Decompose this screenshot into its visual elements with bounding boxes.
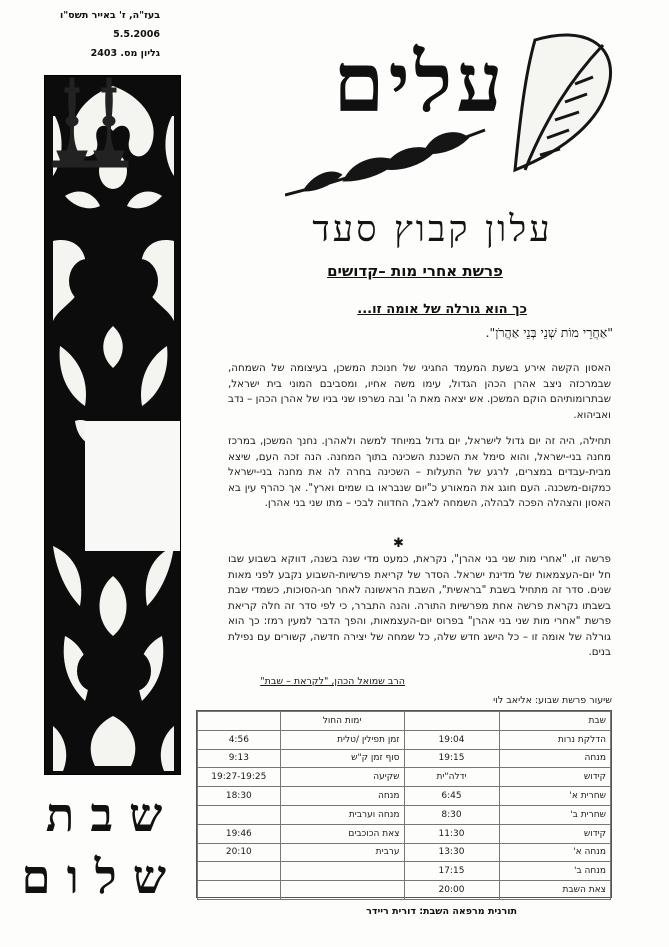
weekday-event: שקיעה (280, 768, 404, 787)
weekday-time (198, 805, 281, 824)
weekly-lesson-note: שיעור פרשת שבוע: אליאב לוי (493, 695, 612, 706)
shabbat-header: שבת (499, 712, 611, 731)
weekday-time: 18:30 (198, 787, 281, 806)
shabbat-event: שחרית א' (499, 787, 611, 806)
weekday-event: מנחה וערבית (280, 805, 404, 824)
shabbat-event: מנחה א' (499, 843, 611, 862)
shabbat-event: קידוש (499, 824, 611, 843)
article-paragraph: תחילה, היה זה יום גדול לישראל, יום גדול במיוחד למשה ולאהרן. נחנך המשכן, במרכז מחנה בני-ישראל, והוא סימל את השכנת השכינה בתוך המחנה. הנה זכה העם, שיצא מבית-עבדים במצרים, לרגע של התעלות – השכינה בחרה לה את מחנה בני-ישראל כמקום-משכנה. העם חוגג את המאורע כ"יום שנבראו בו שמים וארץ". אך כהרף עין בא האסון והצהלה הפכה לבהלה, השמחה לאבל, החדווה לבכי – מתו שני בני אהרן. (228, 435, 611, 509)
shabbat-time: 20:00 (404, 881, 499, 900)
article-paragraph: האסון הקשה אירע בשעת המעמד החגיגי של חנוכת המשכן, בעיצומה של השמחה, שבמרכזה ניצב אהרן הכהן הגדול, עימו משה אחיו, ומסביבם המוני בית ישראל, שבתרומותיהם הוקם המשכן. אש יצאה מאת ה' ובה נשרפו שני בניו של אהרן הכהן – נדב ואביהוא. (228, 362, 611, 421)
shabbat-time: ידלה"ית (404, 768, 499, 787)
weekday-event: זמן תפילין /טלית (280, 730, 404, 749)
weekday-time (198, 881, 281, 900)
shabbat-time: 17:15 (404, 862, 499, 881)
shabbat-time: 8:30 (404, 805, 499, 824)
weekday-event: ערבית (280, 843, 404, 862)
shabbat-time: 11:30 (404, 824, 499, 843)
shabbat-event: מנחה ב' (499, 862, 611, 881)
article-paragraph: פרשה זו, "אחרי מות שני בני אהרן", נקראת, כמעט מדי שנה בשנה, דווקא בשבוע שבו חל יום-העצמאות של מדינת ישראל. הסדר של קריאת פרשיות-השבוע נקבע לפני מאות שנים. סדר זה מתחיל בשבת "בראשית", השבת הראשונה לאחר חג-הסוכות, כשמדי שבת בשבתו נקראת פרשה אחת מפרשיות התורה. והנה התברר, כי לפי סדר זה חלה קריאת פרשת "אחרי מות שני בני אהרן" בפרוס יום-העצמאות, והפך הדבר למעין רמז: כך הוא גורלה של אומה זו – כל הישג חדש שלה, כל שמחה של יצירה חדשה, קשורים עם נפילת בנים. (228, 553, 611, 658)
gregorian-date: 5.5.2006 (113, 29, 160, 40)
article-quote: "אַחֲרֵי מוֹת שְׁנֵי בְּנֵי אַהֲרֹן". (485, 325, 613, 340)
table-row (198, 881, 611, 900)
shabbat-event: מנחה (499, 749, 611, 768)
weekday-event: צאת הכוכבים (280, 824, 404, 843)
table-row (198, 768, 611, 787)
prayer-schedule-table (196, 710, 612, 898)
article-signature: הרב שמואל הכהן, "לקראת – שבת" (260, 676, 405, 687)
duty-nurse-note: תורנית מרפאה השבת: דורית ריידר (366, 906, 517, 917)
shabbat-event: קידוש (499, 768, 611, 787)
weekday-event: מנחה (280, 787, 404, 806)
weekday-time: 9:13 (198, 749, 281, 768)
table-row (198, 805, 611, 824)
weekday-event: סוף זמן ק"ש (280, 749, 404, 768)
weekday-time: 4:56 (198, 730, 281, 749)
weekday-time (198, 862, 281, 881)
weekday-header: ימות החול (280, 712, 404, 731)
shabbat-time: 6:45 (404, 787, 499, 806)
table-row (198, 862, 611, 881)
weekday-time: 19:46 (198, 824, 281, 843)
asterisk-separator-icon: ✱ (393, 536, 404, 551)
shalom-word: שלום (21, 850, 182, 905)
table-row (198, 843, 611, 862)
hebrew-date: בעז"ה, ז' באייר תשס"ו (59, 10, 160, 21)
weekday-event (280, 881, 404, 900)
article-headline: כך הוא גורלה של אומה זו... (357, 302, 527, 317)
weekday-time: 19:27-19:25 (198, 768, 281, 787)
table-row (198, 712, 611, 731)
table-row (198, 730, 611, 749)
shabbat-time: 19:15 (404, 749, 499, 768)
ornamental-border (44, 75, 181, 775)
shabbat-shalom-greeting (21, 785, 182, 909)
ornament-pattern-icon (45, 76, 181, 775)
weekday-time: 20:10 (198, 843, 281, 862)
table-row (198, 749, 611, 768)
table-row (198, 787, 611, 806)
shabbat-event: צאת השבת (499, 881, 611, 900)
shabbat-event: שחרית ב' (499, 805, 611, 824)
shabbat-time: 13:30 (404, 843, 499, 862)
weekday-event (280, 862, 404, 881)
shabbat-time: 19:04 (404, 730, 499, 749)
shabbat-event: הדלקת נרות (499, 730, 611, 749)
shabbat-word: שבת (45, 788, 179, 843)
table-row (198, 824, 611, 843)
masthead (10, 6, 160, 63)
parasha-title: פרשת אחרי מות –קדושים (327, 262, 503, 280)
newsletter-subtitle: עלון קבוץ סעד (312, 209, 553, 250)
newsletter-title: עלים (333, 35, 507, 131)
issue-number: גליון מס. 2403 (90, 48, 160, 59)
candlesticks-icon (45, 76, 135, 176)
